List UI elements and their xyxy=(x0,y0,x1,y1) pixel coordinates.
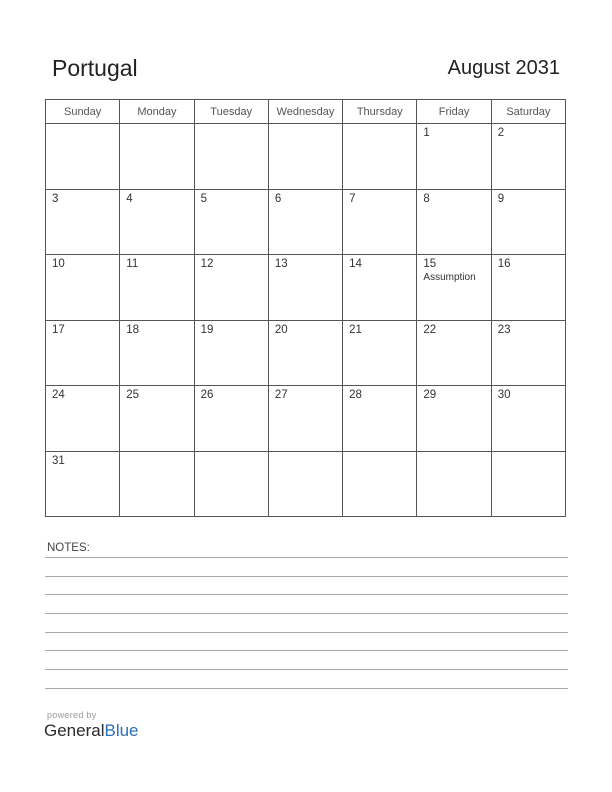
notes-line xyxy=(45,632,568,633)
day-cell xyxy=(194,255,268,321)
empty-day-cell xyxy=(120,451,194,517)
day-cell xyxy=(417,124,491,190)
day-number: 28 xyxy=(349,389,362,401)
week-row xyxy=(46,320,566,386)
week-row xyxy=(46,451,566,517)
empty-day-cell xyxy=(343,124,417,190)
day-cell xyxy=(46,255,120,321)
day-number: 31 xyxy=(52,454,65,467)
day-cell xyxy=(491,189,565,255)
notes-line xyxy=(45,557,568,558)
day-number: 4 xyxy=(126,192,133,205)
weekday-thursday: Thursday xyxy=(343,100,417,124)
day-cell xyxy=(194,189,268,255)
day-number: 10 xyxy=(52,258,65,270)
empty-day-cell xyxy=(120,124,194,190)
day-cell xyxy=(268,386,342,452)
brand-name-general: General xyxy=(44,721,105,740)
empty-day-cell xyxy=(343,451,417,517)
week-row xyxy=(46,189,566,255)
holiday-label: Assumption xyxy=(423,272,476,283)
day-number: 27 xyxy=(274,389,288,401)
weekday-monday: Monday xyxy=(120,100,194,124)
weekday-friday: Friday xyxy=(417,100,491,124)
day-cell xyxy=(194,386,268,452)
weekday-wednesday: Wednesday xyxy=(268,100,342,124)
day-number: 29 xyxy=(423,389,437,401)
day-number: 5 xyxy=(200,192,207,205)
day-number: 9 xyxy=(497,192,505,205)
powered-by-text: powered by xyxy=(47,710,97,720)
calendar-grid xyxy=(45,99,566,517)
day-cell xyxy=(268,255,342,321)
day-number: 22 xyxy=(423,323,437,336)
empty-day-cell xyxy=(46,124,120,190)
day-number: 17 xyxy=(52,323,65,336)
day-cell xyxy=(46,386,120,452)
day-cell xyxy=(491,124,565,190)
day-cell xyxy=(343,386,417,452)
brand-name-blue: Blue xyxy=(104,721,139,740)
day-number: 23 xyxy=(497,323,511,336)
weekday-sunday: Sunday xyxy=(46,100,120,124)
notes-line xyxy=(45,650,568,651)
weekday-header-row xyxy=(46,100,566,124)
day-number: 8 xyxy=(423,192,430,205)
day-cell xyxy=(194,320,268,386)
empty-day-cell xyxy=(194,451,268,517)
day-number: 12 xyxy=(200,258,214,270)
week-row xyxy=(46,386,566,452)
day-number: 13 xyxy=(274,258,288,270)
day-number: 25 xyxy=(126,389,140,401)
empty-day-cell xyxy=(417,451,491,517)
day-number: 1 xyxy=(423,127,430,139)
notes-label: NOTES: xyxy=(47,542,90,554)
day-cell xyxy=(120,255,194,321)
day-cell xyxy=(46,451,120,517)
empty-day-cell xyxy=(491,451,565,517)
month-year-title: August 2031 xyxy=(447,57,560,79)
weekday-tuesday: Tuesday xyxy=(194,100,268,124)
day-number: 21 xyxy=(349,323,362,336)
day-number: 16 xyxy=(497,258,511,270)
empty-day-cell xyxy=(194,124,268,190)
day-cell xyxy=(120,189,194,255)
day-cell xyxy=(417,320,491,386)
day-cell xyxy=(46,320,120,386)
notes-line xyxy=(45,594,568,595)
notes-line xyxy=(45,669,568,670)
week-row xyxy=(46,124,566,190)
day-number: 3 xyxy=(52,192,59,205)
day-number: 24 xyxy=(52,389,65,401)
day-number: 7 xyxy=(349,192,356,205)
day-number: 15 xyxy=(423,258,437,270)
day-number: 20 xyxy=(274,323,288,336)
day-cell xyxy=(268,320,342,386)
day-cell xyxy=(120,386,194,452)
day-number: 2 xyxy=(497,127,505,139)
day-cell xyxy=(417,255,491,321)
day-cell xyxy=(120,320,194,386)
country-title: Portugal xyxy=(52,55,138,81)
day-cell xyxy=(268,189,342,255)
notes-line xyxy=(45,613,568,614)
week-row xyxy=(46,255,566,321)
day-cell xyxy=(417,189,491,255)
day-cell xyxy=(491,320,565,386)
day-number: 18 xyxy=(126,323,140,336)
day-number: 11 xyxy=(126,258,139,270)
day-number: 6 xyxy=(274,192,282,205)
notes-line xyxy=(45,688,568,689)
day-cell xyxy=(343,320,417,386)
day-cell xyxy=(46,189,120,255)
day-cell xyxy=(343,255,417,321)
day-number: 30 xyxy=(497,389,511,401)
weekday-saturday: Saturday xyxy=(491,100,565,124)
day-number: 19 xyxy=(200,323,214,336)
notes-line xyxy=(45,576,568,577)
day-cell xyxy=(417,386,491,452)
day-cell xyxy=(491,386,565,452)
day-cell xyxy=(491,255,565,321)
day-cell xyxy=(343,189,417,255)
day-number: 26 xyxy=(200,389,214,401)
empty-day-cell xyxy=(268,124,342,190)
day-number: 14 xyxy=(349,258,362,270)
empty-day-cell xyxy=(268,451,342,517)
brand-logo[interactable] xyxy=(44,721,139,741)
